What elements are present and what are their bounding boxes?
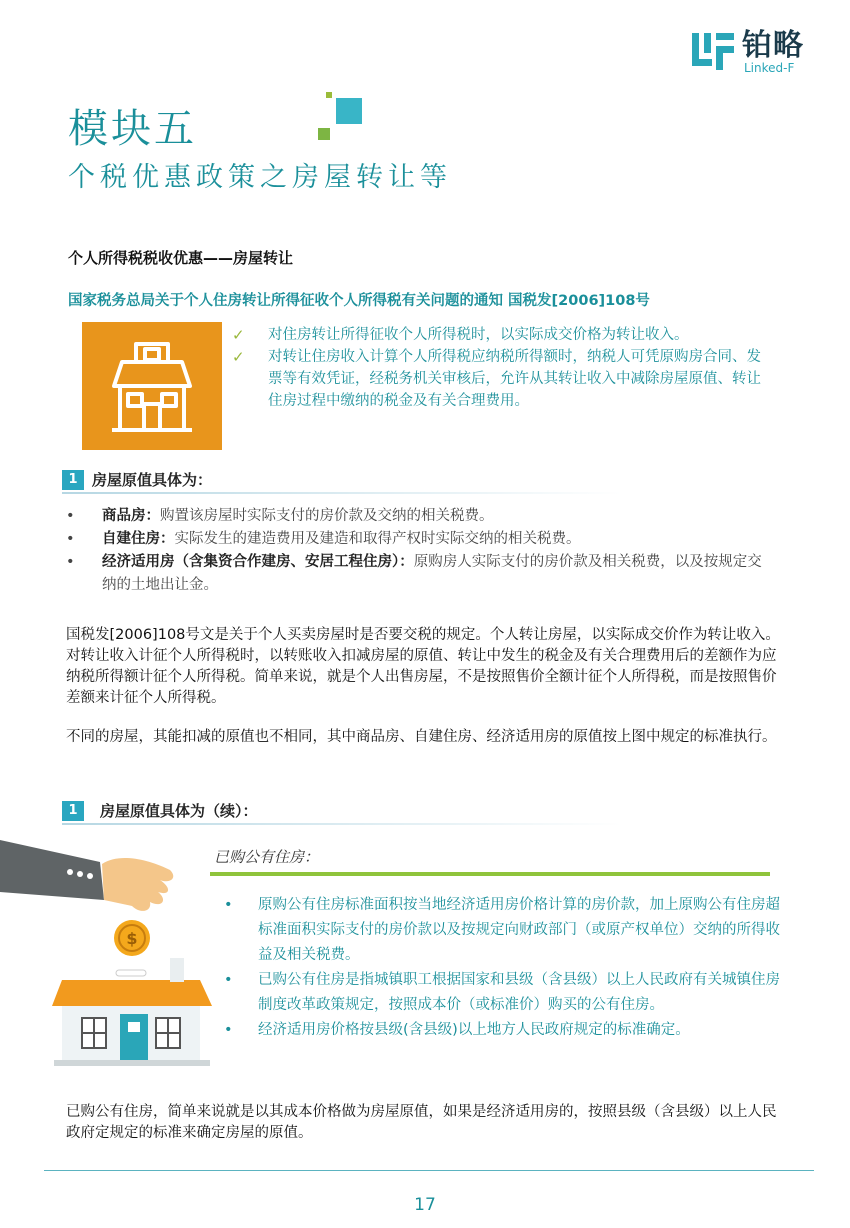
list-item: • 经济适用房价格按县级(含县级)以上地方人民政府规定的标准确定。 [220,1018,780,1043]
subtitle-underline [210,872,770,876]
coin-icon [114,920,150,956]
module-subtitle: 个税优惠政策之房屋转让等 [68,162,452,193]
list-item: • 经济适用房（含集资合作建房、安居工程住房）：原购房人实际支付的房价款及相关税费，以及按规定交纳的土地出让金。 [64,551,764,597]
decor-square-green [318,128,330,140]
section1-underline [62,492,622,494]
section-number-badge: 1 [62,470,84,490]
explanation-paragraph-3: 已购公有住房，简单来说就是以其成本价格做为房屋原值，如果是经济适用房的，按照县级（含县级）以上人民政府定规定的标准来确定房屋的原值。 [66,1104,777,1141]
list-item: • 原购公有住房标准面积按当地经济适用房价格计算的房价款，加上原购公有住房超标准面积实际支付的房价款以及按规定向财政部门（或原产权单位）交纳的所得收益及相关税费。 [220,893,780,968]
logo-brand-cn: 铂略 [742,28,804,63]
check-item: ✓ 对住房转让所得征收个人所得税时，以实际成交价格为转让收入。 [232,326,689,344]
section-number-badge: 1 [62,801,84,821]
list-item: • 商品房：购置该房屋时实际支付的房价款及交纳的相关税费。 [64,505,764,528]
notice-title: 国家税务总局关于个人住房转让所得征收个人所得税有关问题的通知 国税发[2006]108号 [68,293,650,309]
svg-text:$: $ [126,929,138,948]
checkmark-icon: ✓ [232,348,245,366]
section2-underline [62,823,622,825]
check-item: ✓ 对转让住房收入计算个人所得税应纳税所得额时，纳税人可凭原购房合同、发票等有效凭证，经税务机关审核后，允许从其转让收入中减除房屋原值、转让住房过程中缴纳的税金及有关合理费用。 [232,348,761,409]
hand-coin-house-illustration [0,830,215,1070]
decor-square-small [326,92,332,98]
house-illustration-box [82,322,222,450]
decor-square-large [336,98,362,124]
page-number: 17 [414,1195,436,1215]
list-item: • 自建住房：实际发生的建造费用及建造和取得产权时实际交纳的相关税费。 [64,528,764,551]
public-housing-list [220,893,780,1043]
explanation-paragraph-2: 不同的房屋，其能扣减的原值也不相同，其中商品房、自建住房、经济适用房的原值按上图中规定的标准执行。 [66,729,777,745]
linked-f-logo-icon [692,33,734,71]
section2-title: 房屋原值具体为（续）： [100,802,258,820]
house-icon [82,322,222,450]
public-housing-subtitle: 已购公有住房： [214,848,320,866]
logo-brand-en: Linked-F [744,61,795,75]
module-title: 模块五 [68,106,197,152]
check-list [230,324,770,412]
list-item: • 已购公有住房是指城镇职工根据国家和县级（含县级）以上人民政府有关城镇住房制度改革政策规定，按照成本价（或标准价）购买的公有住房。 [220,968,780,1018]
footer-divider [44,1170,814,1171]
section1-title: 房屋原值具体为： [92,471,213,489]
section-heading: 个人所得税税收优惠——房屋转让 [68,249,294,267]
explanation-paragraph-1: 国税发[2006]108号文是关于个人买卖房屋时是否要交税的规定。个人转让房屋，以实际成交价作为转让收入。对转让收入计征个人所得税时，以转账收入扣减房屋的原值、转让中发生的税金及有关合理费用后的差额作为应纳税所得额计征个人所得税。简单来说，就是个人出售房屋，不是按照售价全额计征个人所得税，而是按照售价差额来计征个人所得税。 [66,627,780,706]
checkmark-icon: ✓ [232,326,245,344]
original-value-list [64,505,764,597]
